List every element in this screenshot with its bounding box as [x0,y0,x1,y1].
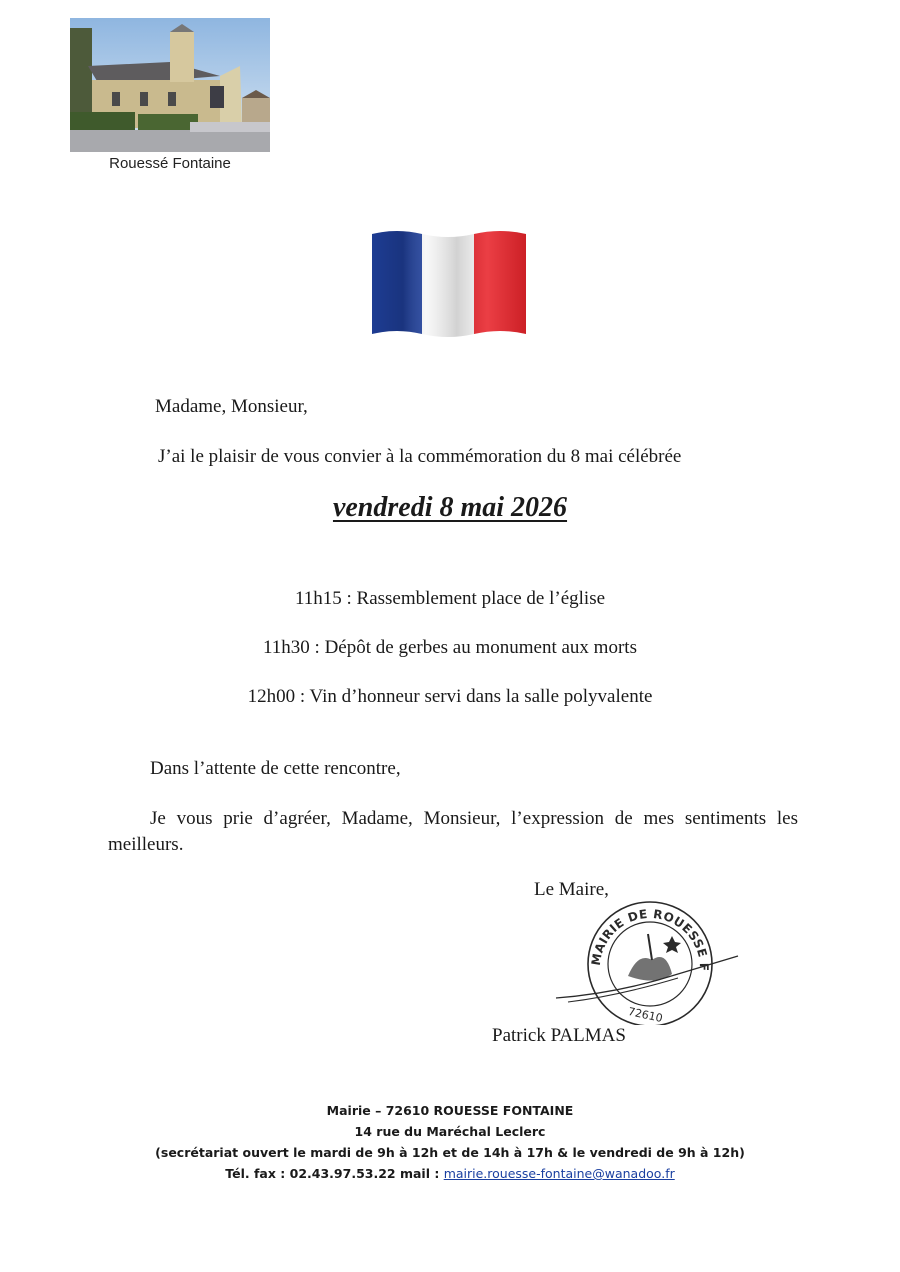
program-item: 11h30 : Dépôt de gerbes au monument aux morts [263,637,637,658]
waiting-line: Dans l’attente de cette rencontre, [150,758,401,779]
closing-formula: Je vous prie d’agréer, Madame, Monsieur, l’expression de mes sentiments les meilleurs. [108,808,798,855]
event-date [0,492,900,524]
salutation: Madame, Monsieur, [155,396,308,417]
email-link[interactable]: mairie.rouesse-fontaine@wanadoo.fr [443,1166,675,1181]
mairie-stamp [548,890,743,1025]
church-photo [70,18,270,152]
footer [0,1100,900,1184]
stamp-postcode: 72610 [626,1005,664,1025]
footer-phone: Tél. fax : 02.43.97.53.22 mail : [225,1166,444,1181]
french-flag-icon [370,230,530,340]
program-item: 11h15 : Rassemblement place de l’église [294,588,606,609]
event-date-text: vendredi 8 mai 2026 [332,492,568,523]
svg-text:MAIRIE DE ROUESSE FONTAINE [548,890,711,972]
footer-street-line: 14 rue du Maréchal Leclerc [354,1124,546,1139]
footer-address-line: Mairie – 72610 ROUESSE FONTAINE [326,1103,574,1118]
footer-contact-line [0,1163,900,1184]
photo-caption: Rouessé Fontaine [109,155,231,172]
stamp-text: MAIRIE DE ROUESSE F [588,906,712,972]
footer-hours-line: (secrétariat ouvert le mardi de 9h à 12h et de 14h à 17h & le vendredi de 9h à 12h) [155,1145,745,1160]
signatory-role: Le Maire, [534,879,609,900]
invitation-text: J’ai le plaisir de vous convier à la commémoration du 8 mai célébrée [158,446,682,467]
program-item: 12h00 : Vin d’honneur servi dans la salle polyvalente [247,686,653,707]
signatory-name: Patrick PALMAS [492,1025,626,1046]
